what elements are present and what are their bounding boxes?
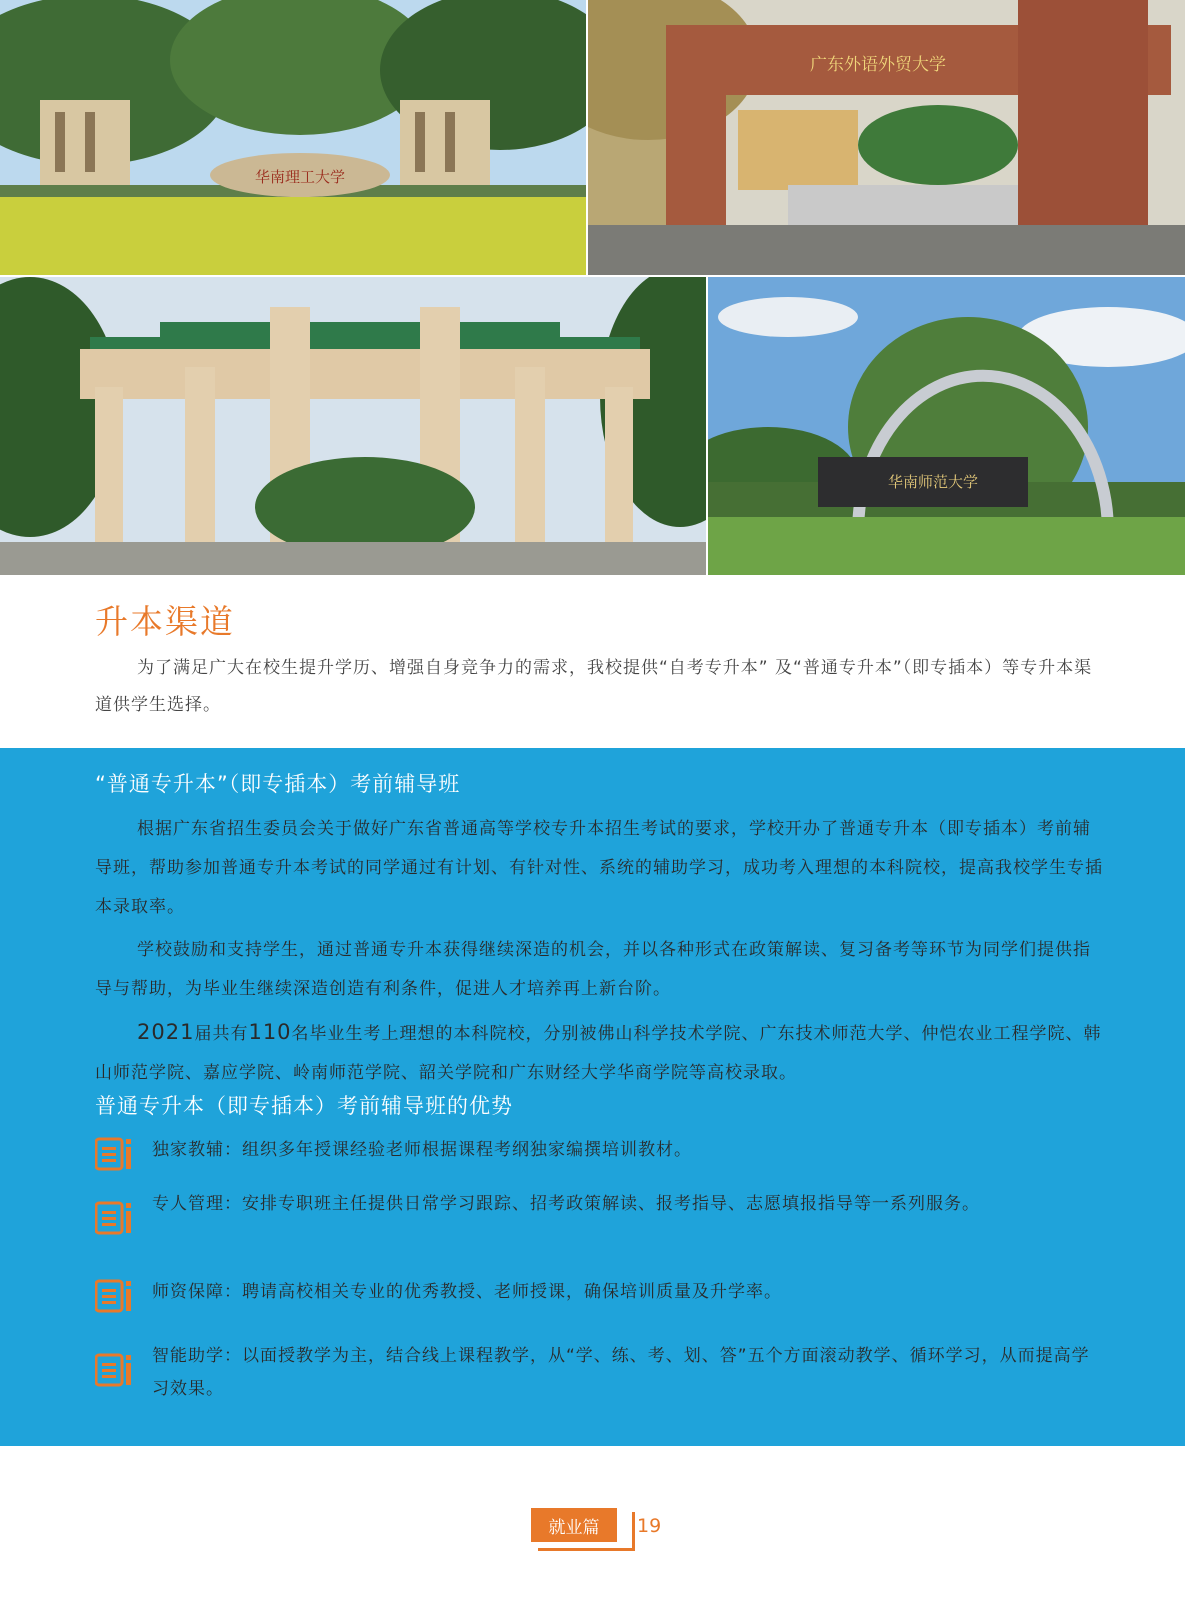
intro-paragraph: 为了满足广大在校生提升学历、增强自身竞争力的需求，我校提供“自考专升本” 及“普通专升本”（即专插本）等专升本渠道供学生选择。 (95, 658, 1093, 715)
graduate-count: 110 (248, 1020, 292, 1044)
page-number: 19 (637, 1515, 662, 1537)
panel-title: “普通专升本”（即专插本）考前辅导班 (95, 772, 461, 796)
campus-photo-archway (0, 277, 706, 575)
ring-sign-text: 华南师范大学 (887, 473, 979, 491)
year-number: 2021 (137, 1020, 195, 1044)
campus-photo-gdufs (588, 0, 1185, 275)
footer-section-label: 就业篇 (531, 1508, 617, 1542)
prep-course-panel (0, 748, 1185, 1446)
advantage-text: 师资保障：聘请高校相关专业的优秀教授、老师授课，确保培训质量及升学率。 (152, 1282, 782, 1302)
gate-sign-text: 广东外语外贸大学 (810, 55, 946, 75)
panel-paragraph-3 (95, 1013, 1105, 1093)
advantage-text: 独家教辅：组织多年授课经验老师根据课程考纲独家编撰培训教材。 (152, 1140, 692, 1160)
para3-text-b: 名毕业生考上理想的本科院校，分别被佛山科学技术学院、广东技术师范大学、仲恺农业工程学院、韩山师范学院、嘉应学院、岭南师范学院、韶关学院和广东财经大学华商学院等高校录取。 (95, 1024, 1102, 1083)
book-list-icon (95, 1352, 133, 1388)
advantage-text: 专人管理：安排专职班主任提供日常学习跟踪、招考政策解读、报考指导、志愿填报指导等一系列服务。 (152, 1194, 980, 1214)
para3-text-a: 届共有 (194, 1024, 249, 1044)
panel-paragraphs (95, 810, 1105, 1097)
campus-photo-scnu (708, 277, 1185, 575)
campus-photo-scut (0, 0, 586, 275)
section-title: 升本渠道 (95, 602, 235, 641)
panel-paragraph-2: 学校鼓励和支持学生，通过普通专升本获得继续深造的机会，并以各种形式在政策解读、复习备考等环节为同学们提供指导与帮助，为毕业生继续深造创造有利条件，促进人才培养再上新台阶。 (95, 940, 1091, 999)
book-list-icon (95, 1136, 133, 1172)
book-list-icon (95, 1278, 133, 1314)
campus-sign-text: 华南理工大学 (254, 168, 346, 186)
advantages-title: 普通专升本（即专插本）考前辅导班的优势 (95, 1094, 513, 1118)
advantage-text: 智能助学：以面授教学为主，结合线上课程教学，从“学、练、考、划、答”五个方面滚动教学、循环学习，从而提高学习效果。 (152, 1346, 1090, 1399)
book-list-icon (95, 1200, 133, 1236)
panel-paragraph-1: 根据广东省招生委员会关于做好广东省普通高等学校专升本招生考试的要求，学校开办了普通专升本（即专插本）考前辅导班，帮助参加普通专升本考试的同学通过有计划、有针对性、系统的辅助学习，成功考入理想的本科院校，提高我校学生专插本录取率。 (95, 819, 1103, 917)
